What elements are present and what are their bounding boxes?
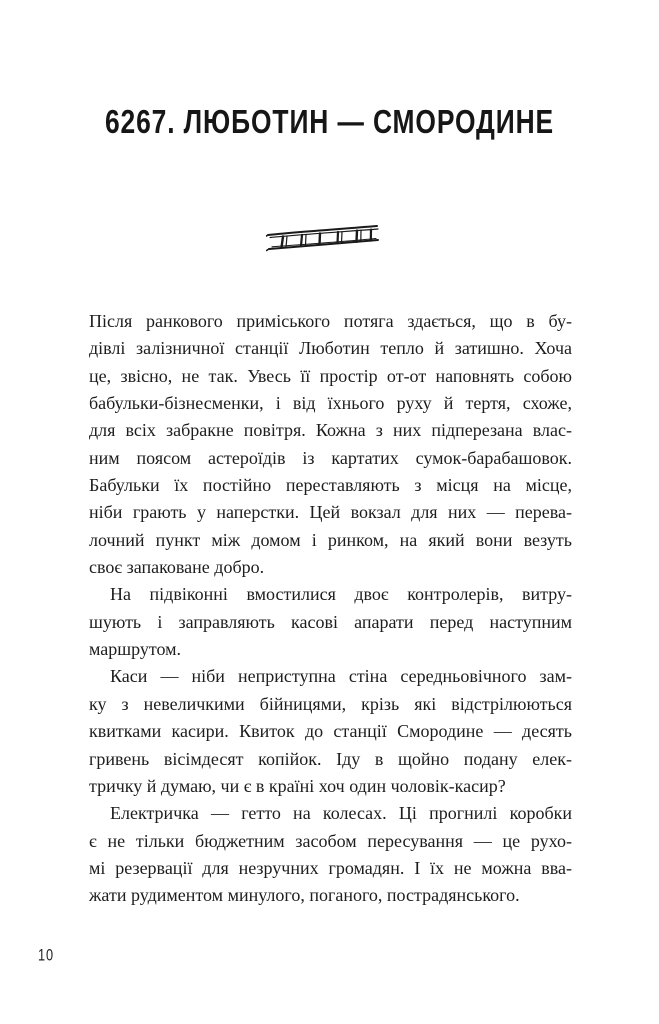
text-line: своє запаковане добро. (89, 557, 265, 578)
text-line: Після ранкового приміського потяга здається, що в бу- (89, 311, 572, 331)
paragraph (89, 663, 572, 800)
text-line: лочний пункт між домом і ринком, на який вони везуть (89, 529, 572, 550)
text-line: На підвіконні вмостилися двоє контролерів, витру- (110, 584, 572, 605)
text-line: маршрутом. (89, 639, 182, 660)
chapter-title: 6267. ЛЮБОТИН — СМОРОДИНЕ (104, 103, 555, 141)
paragraph (89, 800, 572, 909)
text-line: це, звісно, не так. Увесь її простір от-от наповнять собою (89, 365, 572, 386)
text-line: Бабульки їх постійно переставляють з місця на місце, (89, 475, 572, 496)
text-line: квитками касири. Квиток до станції Смородине — десять (89, 721, 572, 742)
text-line: тричку й думаю, чи є в країні хоч один чоловік-касир? (89, 775, 506, 796)
text-line: гривень вісімдесят копійок. Іду в щойно подану елек- (89, 748, 572, 769)
text-line: ним поясом астероїдів із картатих сумок-барабашовок. (89, 447, 572, 468)
text-line: Електричка — гетто на колесах. Ці прогнилі коробки (110, 803, 572, 824)
paragraph (89, 308, 572, 581)
text-line: жати рудиментом минулого, поганого, пострадянського. (89, 885, 520, 906)
text-line: Каси — ніби неприступна стіна середньовічного зам- (110, 666, 572, 687)
page-number: 10 (38, 946, 54, 965)
text-line: дівлі залізничної станції Люботин тепло й затишно. Хоча (89, 338, 572, 359)
text-line: є не тільки бюджетним засобом пересування — це рухо- (89, 830, 572, 851)
text-line: ку з невеличкими бійницями, крізь які відстрілюються (89, 693, 572, 714)
text-line: ніби грають у наперстки. Цей вокзал для них — перева- (89, 502, 572, 523)
text-line: для всіх забракне повітря. Кожна з них підперезана влас- (89, 420, 572, 441)
body-text (89, 308, 572, 910)
text-line: шують і заправляють касові апарати перед наступним (89, 611, 572, 632)
paragraph (89, 581, 572, 663)
text-line: бабульки-бізнесменки, і від їхнього руху й тертя, схоже, (89, 393, 572, 414)
text-line: мі резервації для незручних громадян. І їх не можна вва- (89, 857, 572, 878)
ladder-illustration-icon (266, 221, 380, 253)
